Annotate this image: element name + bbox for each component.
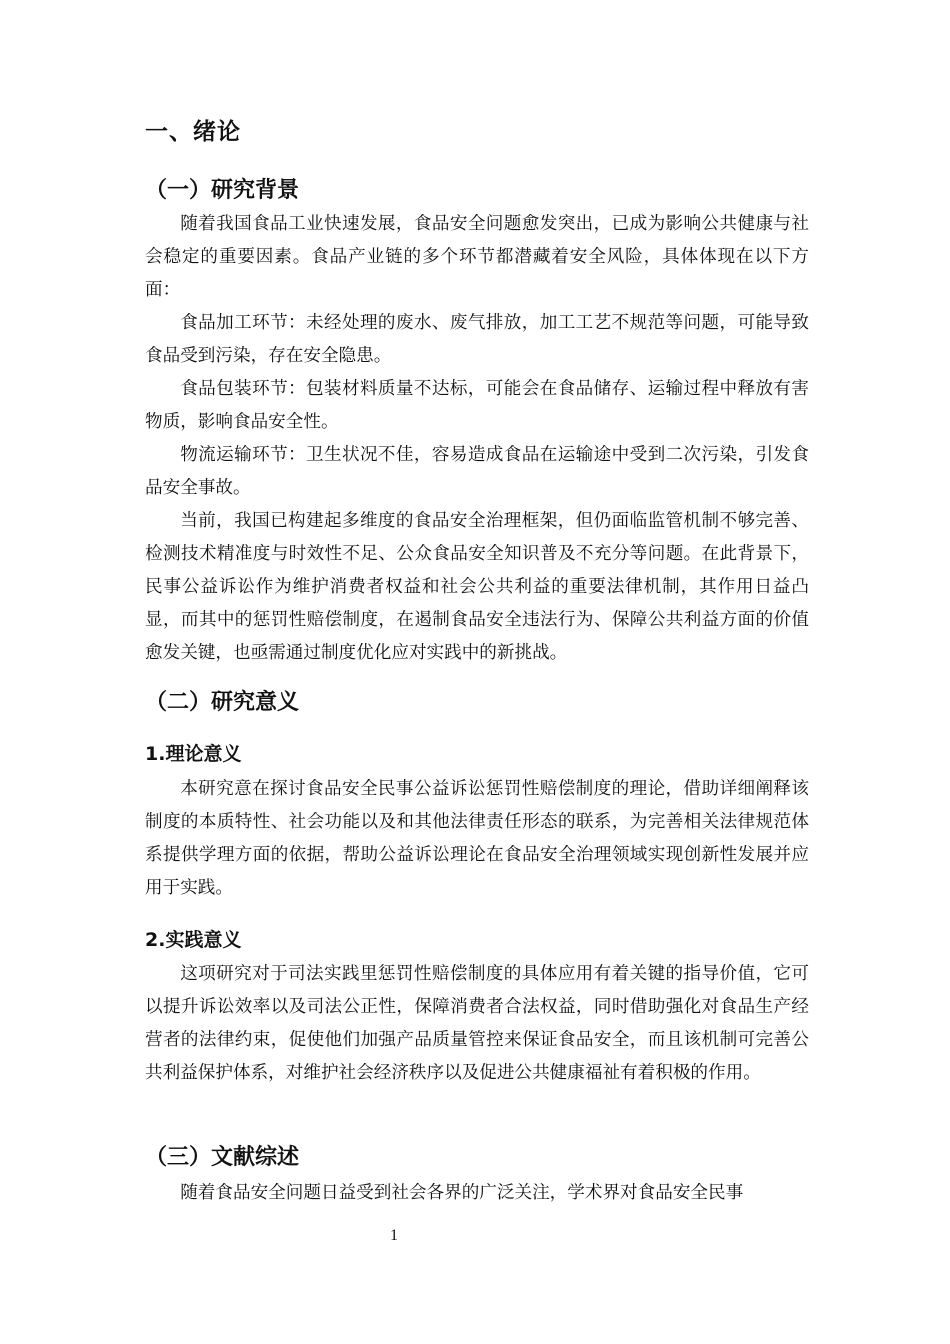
paragraph-background-intro: 随着我国食品工业快速发展，食品安全问题愈发突出，已成为影响公共健康与社会稳定的重要因素。食品产业链的多个环节都潜藏着安全风险，具体体现在以下方面：	[145, 214, 809, 300]
paragraph-theoretical: 本研究意在探讨食品安全民事公益诉讼惩罚性赔偿制度的理论，借助详细阐释该制度的本质特性、社会功能以及和其他法律责任形态的联系，为完善相关法律规范体系提供学理方面的依据，帮助公益诉讼理论在食品安全治理领域实现创新性发展并应用于实践。	[145, 779, 809, 898]
section-heading-literature: （三）文献综述	[145, 1145, 300, 1170]
paragraph-processing: 食品加工环节：未经处理的废水、废气排放，加工工艺不规范等问题，可能导致食品受到污染，存在安全隐患。	[145, 313, 809, 366]
section-heading-significance: （二）研究意义	[145, 690, 300, 715]
subsection-heading-practical: 2.实践意义	[145, 929, 242, 951]
section-heading-background: （一）研究背景	[145, 178, 300, 203]
paragraph-literature: 随着食品安全问题日益受到社会各界的广泛关注，学术界对食品安全民事	[180, 1183, 744, 1203]
paragraph-current-situation: 当前，我国已构建起多维度的食品安全治理框架，但仍面临监管机制不够完善、检测技术精准度与时效性不足、公众食品安全知识普及不充分等问题。在此背景下，民事公益诉讼作为维护消费者权益和社会公共利益的重要法律机制，其作用日益凸显，而其中的惩罚性赔偿制度，在遏制食品安全违法行为、保障公共利益方面的价值愈发关键，也亟需通过制度优化应对实践中的新挑战。	[145, 511, 809, 663]
paragraph-logistics: 物流运输环节：卫生状况不佳，容易造成食品在运输途中受到二次污染，引发食品安全事故。	[145, 445, 809, 498]
paragraph-practical: 这项研究对于司法实践里惩罚性赔偿制度的具体应用有着关键的指导价值，它可以提升诉讼效率以及司法公正性，保障消费者合法权益，同时借助强化对食品生产经营者的法律约束，促使他们加强产品质量管控来保证食品安全，而且该机制可完善公共利益保护体系，对维护社会经济秩序以及促进公共健康福祉有着积极的作用。	[145, 964, 809, 1083]
page-number: 1	[390, 1227, 398, 1244]
subsection-heading-theoretical: 1.理论意义	[145, 743, 242, 765]
chapter-heading: 一、绪论	[145, 119, 241, 145]
paragraph-packaging: 食品包装环节：包装材料质量不达标，可能会在食品储存、运输过程中释放有害物质，影响食品安全性。	[145, 379, 809, 432]
